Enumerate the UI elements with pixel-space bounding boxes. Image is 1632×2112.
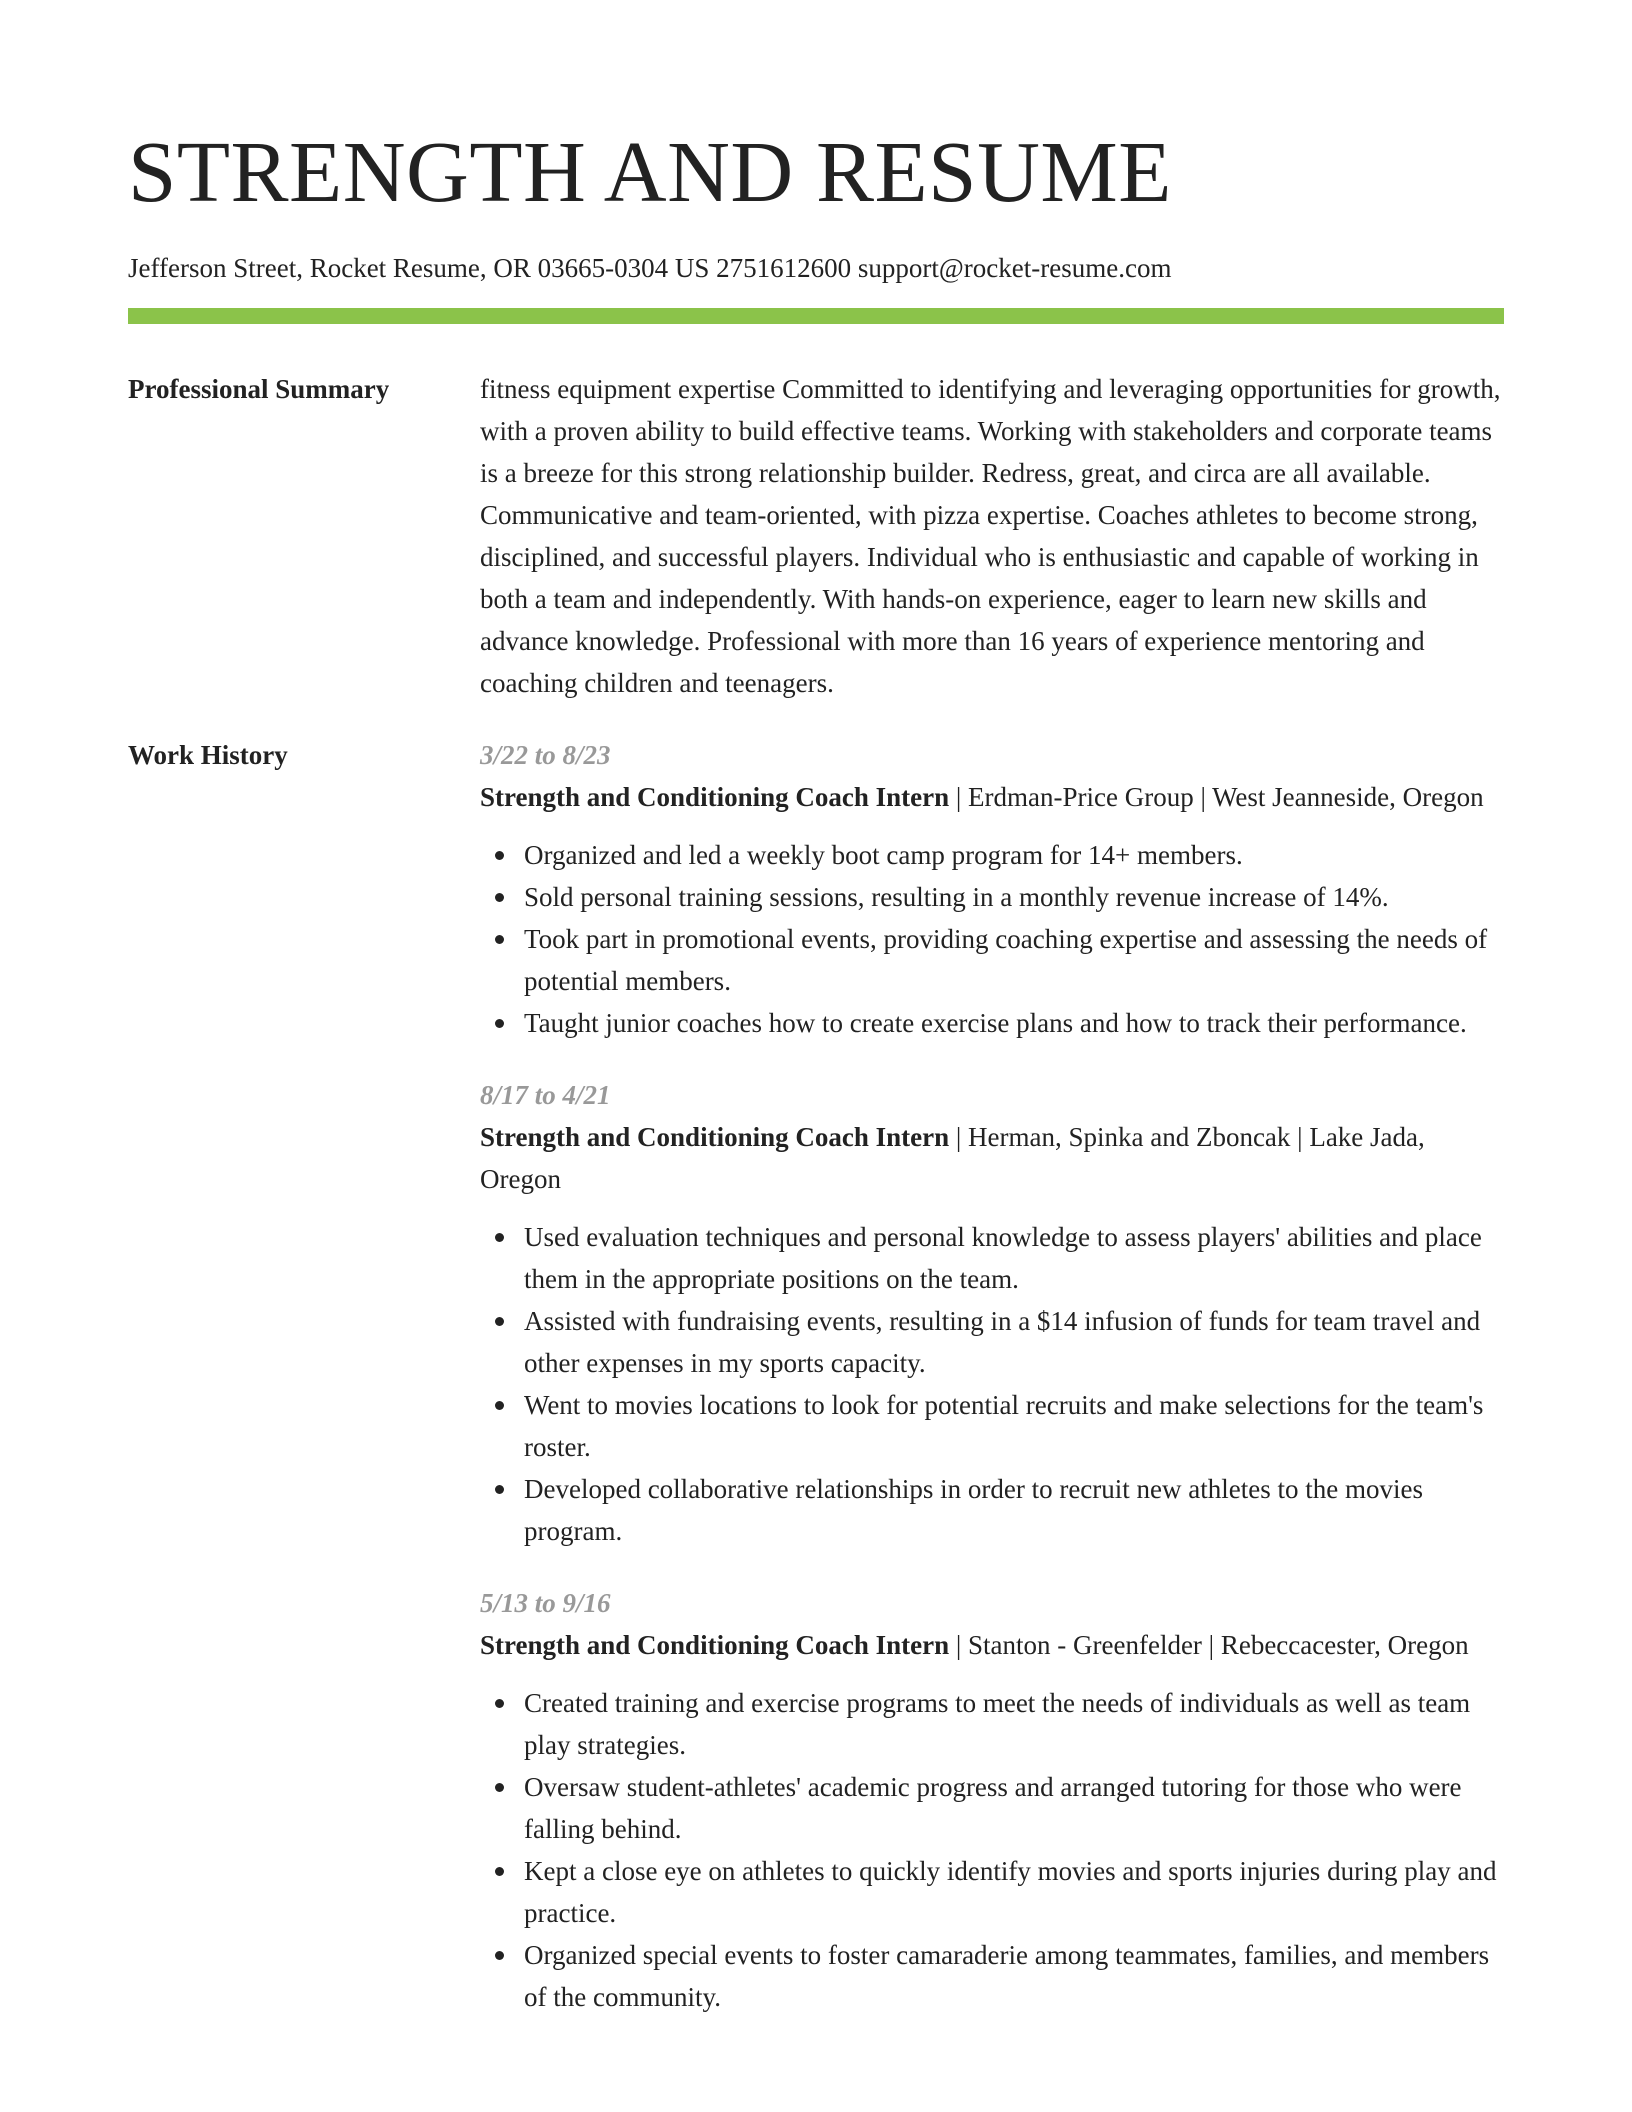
list-item: Developed collaborative relationships in order to recruit new athletes to the movies program.	[524, 1468, 1504, 1552]
resume-name: STRENGTH AND RESUME	[128, 123, 1172, 220]
section-body	[480, 368, 1504, 704]
job-entry	[480, 1074, 1504, 1552]
contact-line: Jefferson Street, Rocket Resume, OR 03665-0304 US 2751612600 support@rocket-resume.com	[128, 253, 1172, 283]
job-title: Strength and Conditioning Coach Intern	[480, 1122, 950, 1152]
list-item: Taught junior coaches how to create exercise plans and how to track their performance.	[524, 1002, 1504, 1044]
job-bullets	[480, 1682, 1504, 2018]
job-dates: 3/22 to 8/23	[480, 740, 611, 770]
job-heading	[480, 776, 1504, 818]
list-item: Kept a close eye on athletes to quickly identify movies and sports injuries during play and practice.	[524, 1850, 1504, 1934]
list-item: Organized and led a weekly boot camp program for 14+ members.	[524, 834, 1504, 876]
job-bullets	[480, 834, 1504, 1044]
job-details: | Erdman-Price Group | West Jeanneside, Oregon	[949, 782, 1484, 812]
job-details: | Herman, Spinka and Zboncak | Lake Jada, Oregon	[480, 1122, 1425, 1194]
job-entry	[480, 1582, 1504, 2018]
list-item: Went to movies locations to look for potential recruits and make selections for the team's roster.	[524, 1384, 1504, 1468]
section-body	[480, 734, 1504, 2048]
job-heading	[480, 1116, 1504, 1200]
job-heading	[480, 1624, 1504, 1666]
job-details: | Stanton - Greenfelder | Rebeccacester, Oregon	[949, 1630, 1469, 1660]
professional-summary-section	[128, 368, 1504, 704]
job-dates: 8/17 to 4/21	[480, 1080, 611, 1110]
list-item: Sold personal training sessions, resulting in a monthly revenue increase of 14%.	[524, 876, 1504, 918]
header-divider	[128, 308, 1504, 324]
resume-page	[128, 0, 1504, 2048]
job-title: Strength and Conditioning Coach Intern	[480, 1630, 950, 1660]
work-history-section	[128, 734, 1504, 2048]
list-item: Organized special events to foster camaraderie among teammates, families, and members of the community.	[524, 1934, 1504, 2018]
list-item: Used evaluation techniques and personal knowledge to assess players' abilities and place them in the appropriate positions on the team.	[524, 1216, 1504, 1300]
job-bullets	[480, 1216, 1504, 1552]
job-dates: 5/13 to 9/16	[480, 1588, 611, 1618]
list-item: Took part in promotional events, providing coaching expertise and assessing the needs of potential members.	[524, 918, 1504, 1002]
section-title: Work History	[128, 740, 288, 770]
list-item: Assisted with fundraising events, resulting in a $14 infusion of funds for team travel and other expenses in my sports capacity.	[524, 1300, 1504, 1384]
list-item: Oversaw student-athletes' academic progress and arranged tutoring for those who were falling behind.	[524, 1766, 1504, 1850]
section-title: Professional Summary	[128, 374, 390, 404]
job-title: Strength and Conditioning Coach Intern	[480, 782, 950, 812]
list-item: Created training and exercise programs to meet the needs of individuals as well as team play strategies.	[524, 1682, 1504, 1766]
summary-text: fitness equipment expertise Committed to identifying and leveraging opportunities for growth, with a proven ability to build effective teams. Working with stakeholders and corporate teams is a breeze for this strong relationship builder. Redress, great, and circa are all available. Communicative and team-oriented, with pizza expertise. Coaches athletes to become strong, disciplined, and successful players. Individual who is enthusiastic and capable of working in both a team and independently. With hands-on experience, eager to learn new skills and advance knowledge. Professional with more than 16 years of experience mentoring and coaching children and teenagers.	[480, 374, 1501, 698]
job-entry	[480, 734, 1504, 1044]
